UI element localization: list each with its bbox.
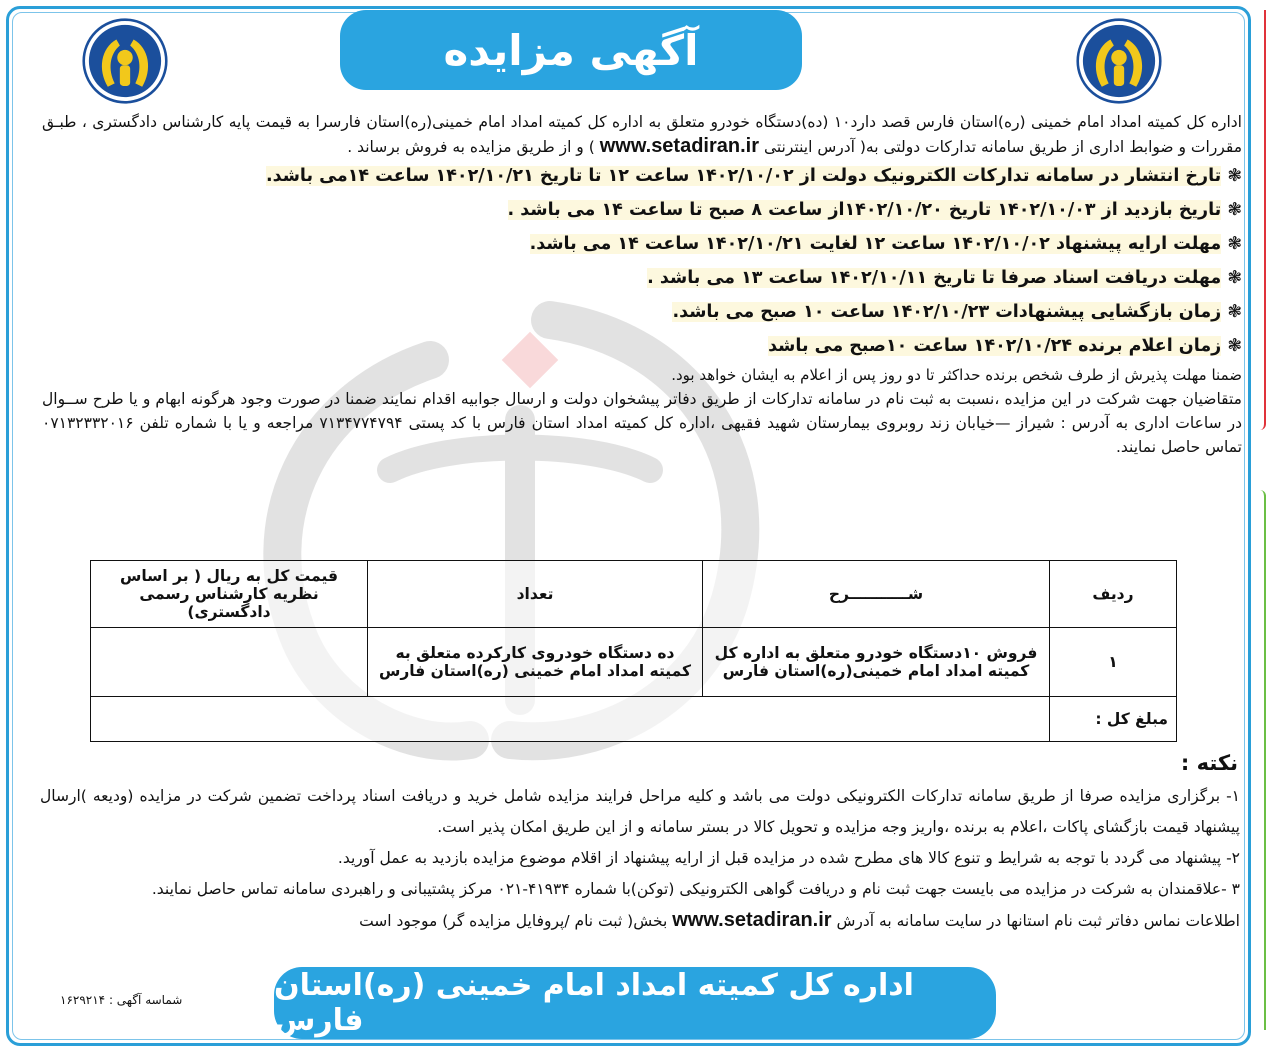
intro-paragraph <box>42 110 1242 159</box>
auction-title-banner <box>340 10 802 90</box>
footer-organization: اداره کل کمیته امداد امام خمینی (ره)استان فارس <box>274 968 914 1038</box>
intro-line2-before: دادگستری ، طبـق مقررات و ضوابط اداری از طریق سامانه تدارکات دولتی به( آدرس اینترنتی <box>42 113 1242 156</box>
note-item-4 <box>40 905 1240 937</box>
row-radif: ۱ <box>1050 628 1177 697</box>
note-item-1: ۱- برگزاری مزایده صرفا از طریق سامانه تدارکات الکترونیکی دولت می باشد و کلیه مراحل فرایند مزایده شامل خرید و دریافت اسناد پرداخت تضمین شرکت در مزایده (ودیعه )ارسال پیشنهاد قیمت بازگشای پاکات ،اعلام به برنده ،واریز وجه مزایده و تحویل کالا در بستر سامانه و از این طریق امکان پذیر است. <box>40 787 1240 836</box>
highlight-visit-date: ❃ تاریخ بازدید از ۱۴۰۲/۱۰/۰۳ تاریخ ۱۴۰۲/۱۰/۲۰از ساعت ۸ صبح تا ساعت ۱۴ می باشد . <box>507 200 1242 220</box>
bullet-icon: ❃ <box>1227 302 1242 322</box>
bullet-icon: ❃ <box>1227 200 1242 220</box>
bullet-icon: ❃ <box>1227 234 1242 254</box>
note-item-2: ۲- پیشنهاد می گردد با توجه به شرایط و تنوع کالا های مطرح شده در مزایده قبل از ارایه پیشنهاد از اقلام موضوع مزایده بازدید به عمل آورید. <box>337 849 1240 867</box>
ad-id: شماسه آگهی : ۱۶۲۹۲۱۴ <box>60 993 183 1007</box>
highlight-publish-date: ❃ تارخ انتشار در سامانه تدارکات الکترونیک دولت از ۱۴۰۲/۱۰/۰۲ ساعت ۱۲ تا تاریخ ۱۴۰۲/۱۰/۲۱ ساعت ۱۴می باشد. <box>265 166 1242 186</box>
note-website: www.setadiran.ir <box>672 909 832 931</box>
acceptance-note: ضمنا مهلت پذیرش از طرف شخص برنده حداکثر تا دو روز پس از اعلام به ایشان خواهد بود. <box>671 366 1242 384</box>
header-price: قیمت کل به ریال ( بر اساس نظریه کارشناس رسمی دادگستری) <box>91 561 368 628</box>
note-item-4-before: اطلاعات نماس دفاتر ثبت نام استانها در سایت سامانه به آدرش <box>836 912 1240 930</box>
note-item-4-after: بخش( ثبت نام /پروفایل مزایده گر) موجود است <box>359 912 668 930</box>
bullet-icon: ❃ <box>1227 166 1242 186</box>
notes-heading: نکته : <box>1180 751 1238 775</box>
contact-line2: و یا طرح ســوال در ساعات اداری به آدرس : شیراز —خیابان زند روبروی بیمارستان شهید فقیهی ،اداره کل کمیته امداد استان فارس با کد پستی ۷۱۳۴۷۷۴۷۹۴ مراجعه و <box>42 390 1243 432</box>
right-edge-red-mark <box>1259 10 1266 430</box>
notes-section <box>40 748 1240 937</box>
highlight-opening-time: ❃ زمان بازگشایی پیشنهادات ۱۴۰۲/۱۰/۲۳ ساعت ۱۰ صبح می باشد. <box>672 302 1242 322</box>
intro-line1: اداره کل کمیته امداد امام خمینی (ره)استان فارس قصد دارد۱۰ (ده)دستگاه خودرو متعلق به اداره کل کمیته امداد امام خمینی(ره)استان فارسرا به قیمت پایه کارشناس <box>162 113 1242 131</box>
right-edge <box>1251 0 1267 1059</box>
table-row <box>91 628 1177 697</box>
row-sharh: فروش ۱۰دستگاه خودرو متعلق به اداره کل کمیته امداد امام خمینی(ره)استان فارس <box>703 628 1050 697</box>
header-tedad: تعداد <box>368 561 703 628</box>
announcement-body <box>42 110 1242 459</box>
intro-line2-after: ) و از طریق مزایده به فروش برساند . <box>347 138 595 156</box>
emdad-logo-right <box>1076 18 1162 104</box>
row-tedad: ده دستگاه خودروی کارکرده متعلق به کمیته امداد امام خمینی (ره)استان فارس <box>368 628 703 697</box>
contact-paragraph <box>42 387 1242 459</box>
right-edge-green-mark <box>1259 490 1266 1030</box>
bullet-icon: ❃ <box>1227 268 1242 288</box>
total-value <box>91 697 1050 742</box>
contact-line1: متقاضیان جهت شرکت در این مزایده ،نسبت به ثبت نام در سامانه تدارکات از طریق دفاتر پیشخوان دولت و ارسال جوابیه اقدام نمایند ضمنا در صورت وجود هرگونه ابهام <box>155 390 1242 408</box>
row-price <box>91 628 368 697</box>
emdad-logo-left <box>82 18 168 104</box>
table-header-row <box>91 561 1177 628</box>
total-label: مبلغ کل : <box>1050 697 1177 742</box>
auction-title: آگهی مزایده <box>443 25 699 75</box>
header-sharh: شـــــــــــرح <box>703 561 1050 628</box>
highlight-winner-announcement: ❃ زمان اعلام برنده ۱۴۰۲/۱۰/۲۴ ساعت ۱۰صبح می باشد <box>768 336 1242 356</box>
highlight-document-deadline: ❃ مهلت دریافت اسناد صرفا تا تاریخ ۱۴۰۲/۱۰/۱۱ ساعت ۱۳ می باشد . <box>647 268 1242 288</box>
auction-items-table <box>90 560 1177 742</box>
bullet-icon: ❃ <box>1227 336 1242 356</box>
header-radif: ردیف <box>1050 561 1177 628</box>
note-item-3: ۳ -علاقمندان به شرکت در مزایده می بایست جهت ثبت نام و دریافت گواهی الکترونیکی (توکن)با شماره ۴۱۹۳۴-۰۲۱ مرکز پشتیبانی و راهبردی سامانه تماس حاصل نمایند. <box>151 880 1240 898</box>
intro-website: www.setadiran.ir <box>599 135 760 157</box>
contact-line3: یا با شماره تلفن ۰۷۱۳۲۳۳۲۰۱۶ تماس حاصل نمایند. <box>42 414 1242 456</box>
highlight-offer-deadline: ❃ مهلت ارایه پیشنهاد ۱۴۰۲/۱۰/۰۲ ساعت ۱۲ لغایت ۱۴۰۲/۱۰/۲۱ ساعت ۱۴ می باشد. <box>529 234 1242 254</box>
footer-banner <box>274 967 996 1039</box>
table-total-row <box>91 697 1177 742</box>
